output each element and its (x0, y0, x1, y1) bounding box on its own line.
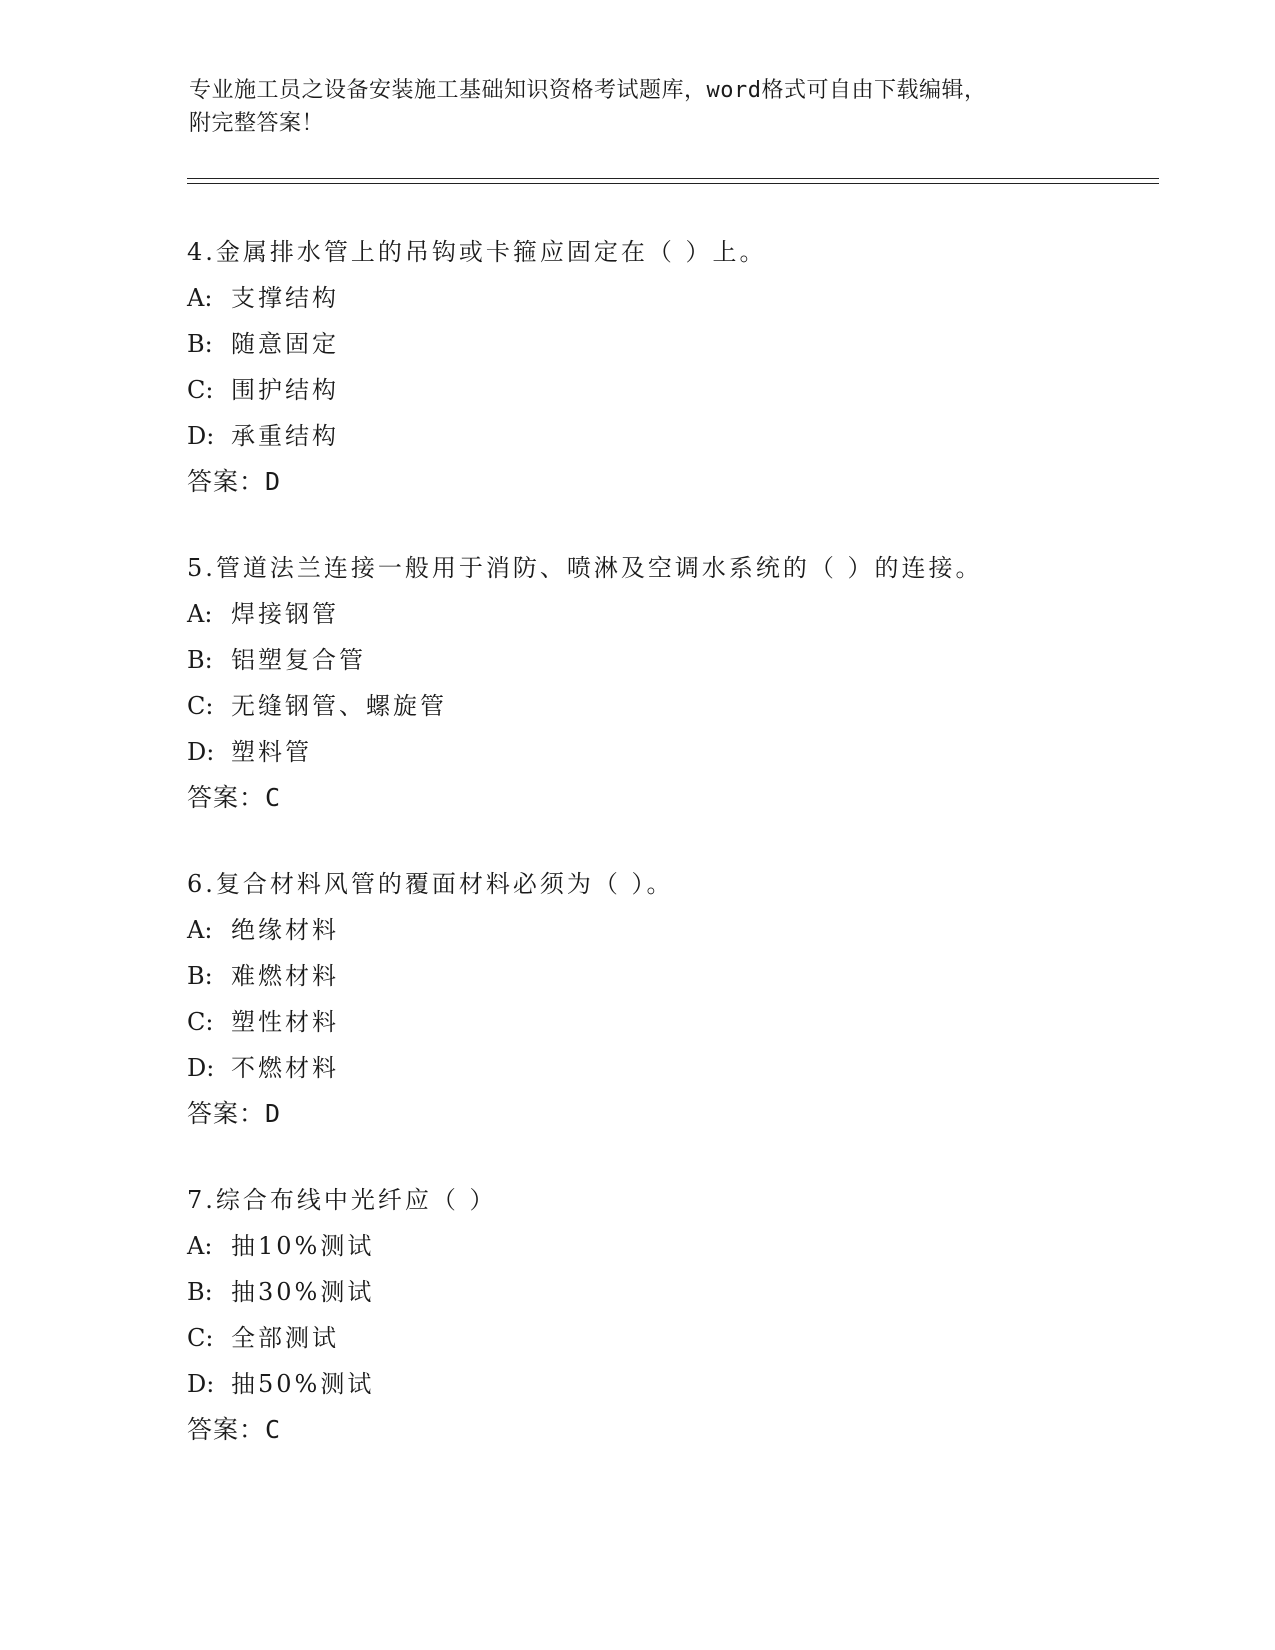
option-letter: C: (187, 1324, 214, 1352)
option-letter: A: (187, 916, 213, 944)
option-letter: D: (187, 738, 215, 766)
option-text: 铝塑复合管 (231, 646, 366, 674)
option-a (187, 591, 1147, 637)
option-a (187, 1223, 1147, 1269)
option-a (187, 907, 1147, 953)
option-b (187, 321, 1147, 367)
question-stem: 7.综合布线中光纤应（ ） (187, 1186, 497, 1214)
option-text: 抽30%测试 (231, 1278, 375, 1306)
header-title-line-2: 附完整答案！ (189, 111, 325, 136)
option-text: 抽10%测试 (231, 1232, 375, 1260)
option-text: 难燃材料 (231, 962, 339, 990)
option-d (187, 729, 1147, 775)
answer-value: D (265, 467, 282, 496)
option-c (187, 1315, 1147, 1361)
answer-line (187, 775, 1147, 821)
option-text: 不燃材料 (231, 1054, 339, 1082)
option-text: 围护结构 (231, 376, 339, 404)
option-letter: D: (187, 422, 215, 450)
answer-label: 答案： (187, 467, 266, 496)
question-block (187, 229, 1147, 505)
question-stem: 4.金属排水管上的吊钩或卡箍应固定在（ ）上。 (187, 238, 767, 266)
answer-line (187, 459, 1147, 505)
option-letter: D: (187, 1370, 215, 1398)
option-letter: A: (187, 600, 213, 628)
answer-line (187, 1407, 1147, 1453)
option-text: 随意固定 (231, 330, 339, 358)
question-block (187, 1177, 1147, 1453)
answer-label: 答案： (187, 1099, 266, 1128)
answer-value: C (265, 783, 282, 812)
header-title-line-1: 专业施工员之设备安装施工基础知识资格考试题库，word格式可自由下载编辑， (189, 78, 987, 103)
option-d (187, 1361, 1147, 1407)
option-d (187, 1045, 1147, 1091)
question-block (187, 861, 1147, 1137)
option-letter: B: (187, 646, 213, 674)
option-letter: B: (187, 962, 213, 990)
option-b (187, 953, 1147, 999)
answer-label: 答案： (187, 783, 266, 812)
option-c (187, 683, 1147, 729)
option-d (187, 413, 1147, 459)
question-block (187, 545, 1147, 821)
option-letter: C: (187, 692, 214, 720)
answer-value: C (265, 1415, 282, 1444)
option-letter: C: (187, 376, 214, 404)
option-b (187, 1269, 1147, 1315)
option-letter: D: (187, 1054, 215, 1082)
option-letter: A: (187, 284, 213, 312)
option-text: 塑性材料 (231, 1008, 339, 1036)
question-stem: 5.管道法兰连接一般用于消防、喷淋及空调水系统的（ ）的连接。 (187, 554, 983, 582)
answer-line (187, 1091, 1147, 1137)
option-letter: C: (187, 1008, 214, 1036)
answer-value: D (265, 1099, 282, 1128)
header-divider (187, 178, 1159, 184)
option-c (187, 367, 1147, 413)
option-text: 无缝钢管、螺旋管 (231, 692, 447, 720)
option-letter: B: (187, 330, 213, 358)
document-header (189, 74, 1089, 140)
option-letter: A: (187, 1232, 213, 1260)
option-text: 支撑结构 (231, 284, 339, 312)
option-c (187, 999, 1147, 1045)
option-a (187, 275, 1147, 321)
option-text: 抽50%测试 (231, 1370, 375, 1398)
option-text: 全部测试 (231, 1324, 339, 1352)
option-text: 塑料管 (231, 738, 312, 766)
question-stem: 6.复合材料风管的覆面材料必须为（ ）。 (187, 870, 674, 898)
option-text: 焊接钢管 (231, 600, 339, 628)
option-text: 绝缘材料 (231, 916, 339, 944)
option-b (187, 637, 1147, 683)
option-text: 承重结构 (231, 422, 339, 450)
answer-label: 答案： (187, 1415, 266, 1444)
option-letter: B: (187, 1278, 213, 1306)
